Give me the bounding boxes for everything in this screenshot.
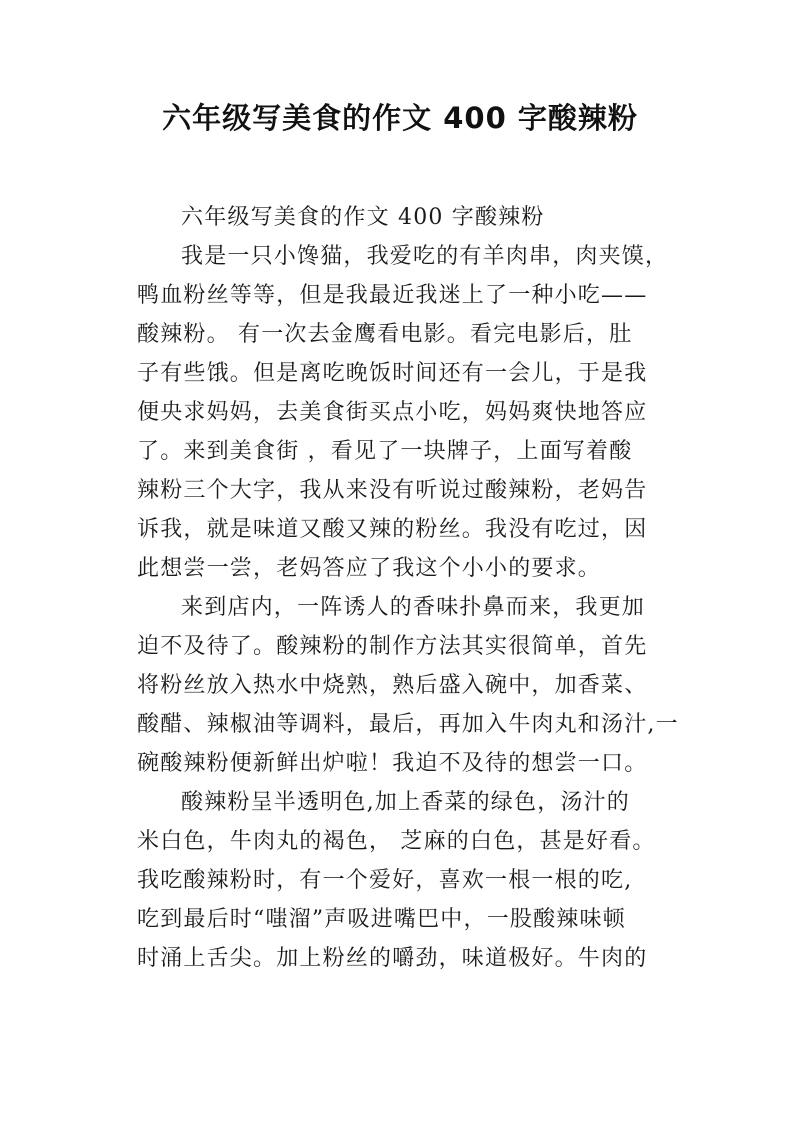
body-line: 便央求妈妈，去美食街买点小吃，妈妈爽快地答应 bbox=[137, 400, 648, 425]
body-line: 酸醋、辣椒油等调料，最后，再加入牛肉丸和汤汁,一 bbox=[137, 712, 679, 737]
paragraph-2-start: 来到店内，一阵诱人的香味扑鼻而来，我更加 bbox=[181, 595, 646, 620]
body-line: 辣粉三个大字，我从来没有听说过酸辣粉，老妈告 bbox=[137, 478, 648, 503]
body-line: 鸭血粉丝等等，但是我最近我迷上了一种小吃—— bbox=[137, 283, 648, 308]
body-line: 此想尝一尝，老妈答应了我这个小小的要求。 bbox=[137, 556, 602, 581]
body-line-subtitle: 六年级写美食的作文 400 字酸辣粉 bbox=[181, 205, 545, 230]
body-line: 吃到最后时“嗤溜”声吸进嘴巴中，一股酸辣味顿 bbox=[137, 907, 626, 932]
paragraph-3-start: 酸辣粉呈半透明色,加上香菜的绿色，汤汁的 bbox=[181, 790, 630, 815]
body-line: 将粉丝放入热水中烧熟，熟后盛入碗中，加香菜、 bbox=[137, 673, 648, 698]
body-line: 碗酸辣粉便新鲜出炉啦！我迫不及待的想尝一口。 bbox=[137, 751, 648, 776]
body-line: 迫不及待了。酸辣粉的制作方法其实很简单，首先 bbox=[137, 634, 648, 659]
body-line: 酸辣粉。 有一次去金鹰看电影。看完电影后，肚 bbox=[137, 322, 633, 347]
paragraph-1-start: 我是一只小馋猫，我爱吃的有羊肉串，肉夹馍， bbox=[181, 244, 669, 269]
body-line: 诉我，就是味道又酸又辣的粉丝。我没有吃过，因 bbox=[137, 517, 648, 542]
body-line: 了。来到美食街 ，看见了一块牌子，上面写着酸 bbox=[137, 439, 633, 464]
body-line: 子有些饿。但是离吃晚饭时间还有一会儿，于是我 bbox=[137, 361, 648, 386]
body-line: 时涌上舌尖。加上粉丝的嚼劲，味道极好。牛肉的 bbox=[137, 946, 648, 971]
document-title: 六年级写美食的作文 400 字酸辣粉 bbox=[162, 101, 638, 135]
document-body bbox=[137, 198, 717, 978]
body-line: 我吃酸辣粉时，有一个爱好，喜欢一根一根的吃, bbox=[137, 868, 633, 893]
body-line: 米白色，牛肉丸的褐色， 芝麻的白色，甚是好看。 bbox=[137, 829, 656, 854]
